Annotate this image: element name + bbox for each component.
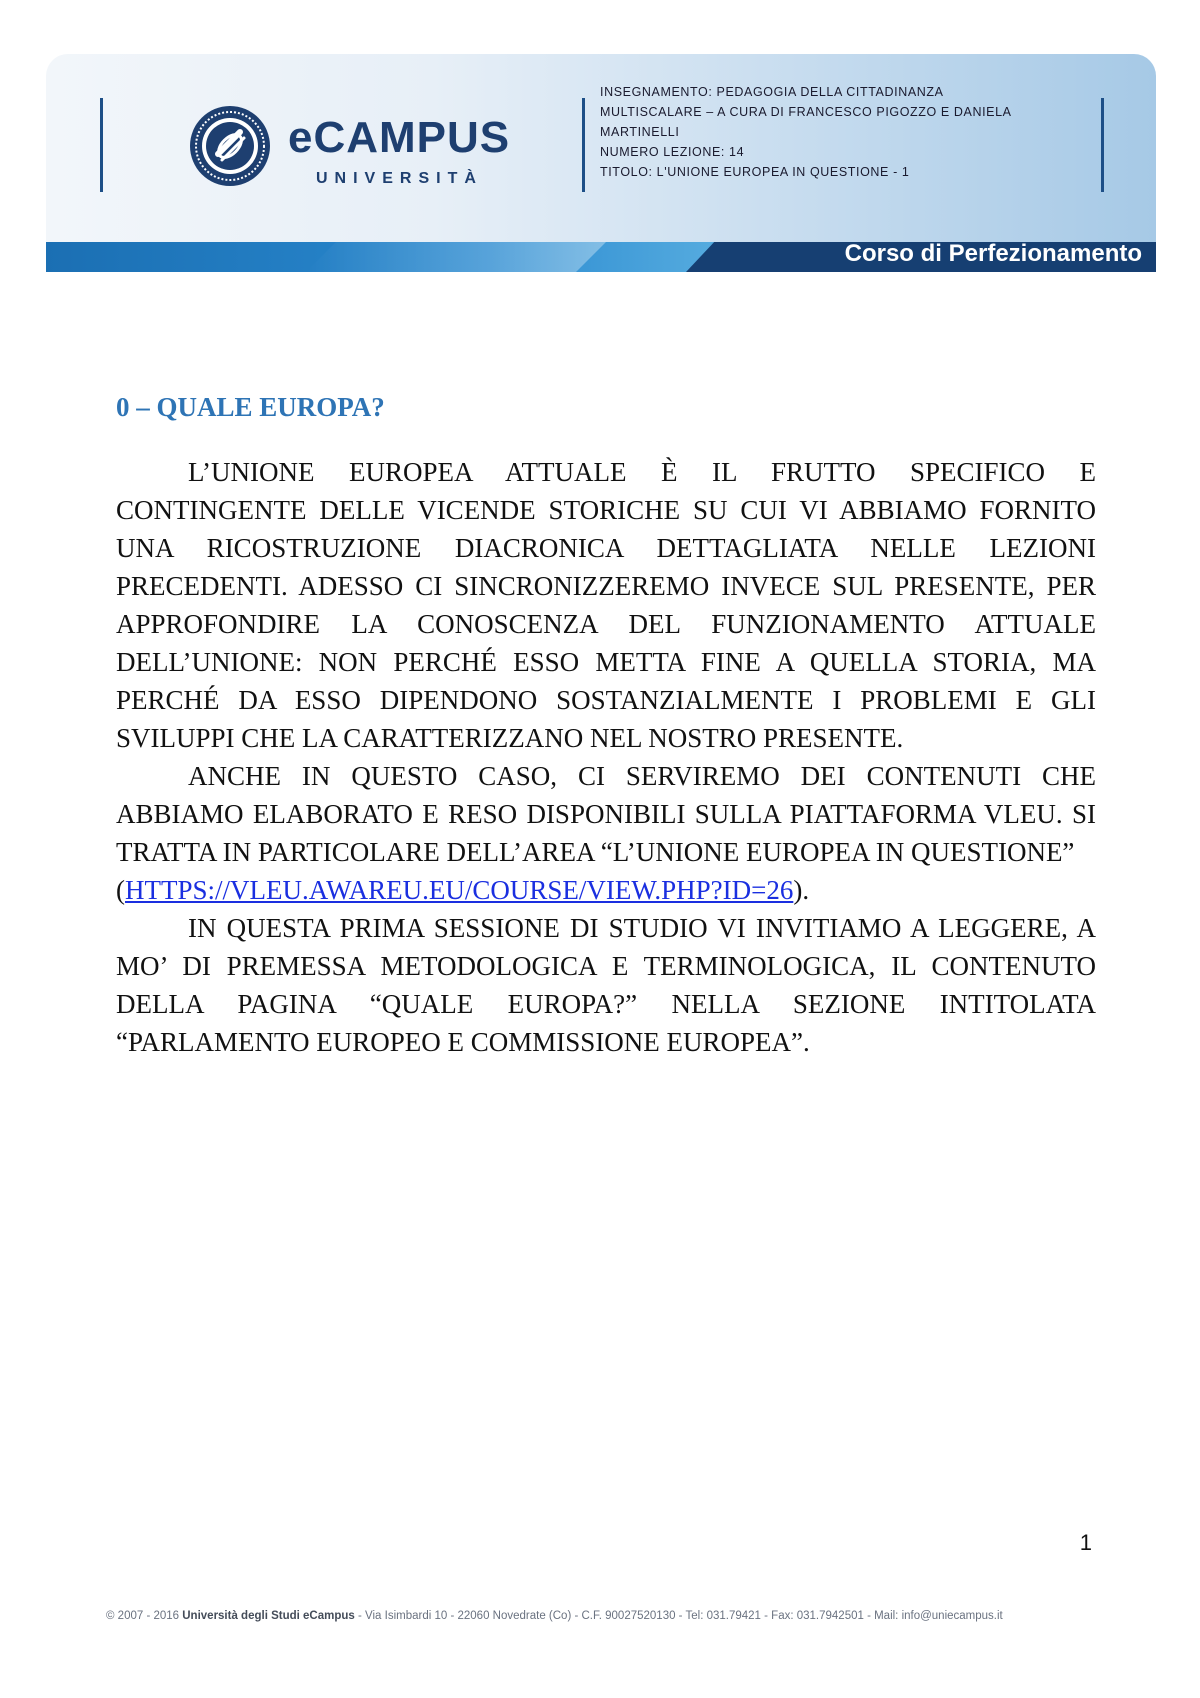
- lesson-info-line: NUMERO LEZIONE: 14: [600, 145, 745, 159]
- lesson-info-line: INSEGNAMENTO: PEDAGOGIA DELLA CITTADINANZA: [600, 85, 944, 99]
- paragraph: ANCHE IN QUESTO CASO, CI SERVIREMO DEI CONTENUTI CHE ABBIAMO ELABORATO E RESO DISPONIBILI SULLA PIATTAFORMA VLEU. SI TRATTA IN PARTICOLARE DELL’AREA “L’UNIONE EUROPEA IN QUESTIONE”: [116, 761, 1096, 867]
- divider-left: [100, 98, 103, 192]
- lesson-info: [600, 82, 1100, 182]
- section-title: 0 – QUALE EUROPA?: [116, 392, 385, 422]
- logo-wordmark: eCAMPUS: [288, 113, 511, 162]
- document-body: [116, 392, 1096, 1061]
- footer-prefix: © 2007 - 2016: [106, 1610, 183, 1622]
- divider-right: [1101, 98, 1104, 192]
- link-close-paren: ).: [793, 875, 810, 905]
- footer-university: Università degli Studi eCampus: [182, 1610, 355, 1622]
- lesson-info-line: MULTISCALARE – A CURA DI FRANCESCO PIGOZZO E DANIELA: [600, 105, 1012, 119]
- logo-subtitle: UNIVERSITÀ: [316, 170, 483, 187]
- page-footer: [106, 1610, 1003, 1622]
- course-tag: Corso di Perfezionamento: [844, 240, 1142, 267]
- ecampus-seal-icon: [188, 104, 272, 188]
- page-number: 1: [1079, 1530, 1092, 1555]
- footer-contacts: - Via Isimbardi 10 - 22060 Novedrate (Co) - C.F. 90027520130 - Tel: 031.79421 - Fax: 031.7942501 - Mail: info@uniecampus.it: [354, 1610, 1003, 1622]
- divider-middle: [582, 98, 585, 192]
- paragraph: IN QUESTA PRIMA SESSIONE DI STUDIO VI INVITIAMO A LEGGERE, A MO’ DI PREMESSA METODOLOGICA E TERMINOLOGICA, IL CONTENUTO DELLA PAGINA “QUALE EUROPA?” NELLA SEZIONE INTITOLATA “PARLAMENTO EUROPEO E COMMISSIONE EUROPEA”.: [116, 913, 1096, 1057]
- link-open-paren: (: [116, 875, 125, 905]
- lesson-info-line: TITOLO: L'UNIONE EUROPEA IN QUESTIONE - 1: [600, 165, 910, 179]
- paragraph: L’UNIONE EUROPEA ATTUALE È IL FRUTTO SPECIFICO E CONTINGENTE DELLE VICENDE STORICHE SU CUI VI ABBIAMO FORNITO UNA RICOSTRUZIONE DIACRONICA DETTAGLIATA NELLE LEZIONI PRECEDENTI. ADESSO CI SINCRONIZZEREMO INVECE SUL PRESENTE, PER APPROFONDIRE LA CONOSCENZA DEL FUNZIONAMENTO ATTUALE DELL’UNIONE: NON PERCHÉ ESSO METTA FINE A QUELLA STORIA, MA PERCHÉ DA ESSO DIPENDONO SOSTANZIALMENTE I PROBLEMI E GLI SVILUPPI CHE LA CARATTERIZZANO NEL NOSTRO PRESENTE.: [116, 457, 1096, 753]
- link-paragraph: [116, 871, 1096, 909]
- vleu-course-link[interactable]: HTTPS://VLEU.AWAREU.EU/COURSE/VIEW.PHP?ID=26: [125, 875, 794, 905]
- lesson-info-line: MARTINELLI: [600, 125, 680, 139]
- banner-stripe-highlight: [306, 242, 606, 272]
